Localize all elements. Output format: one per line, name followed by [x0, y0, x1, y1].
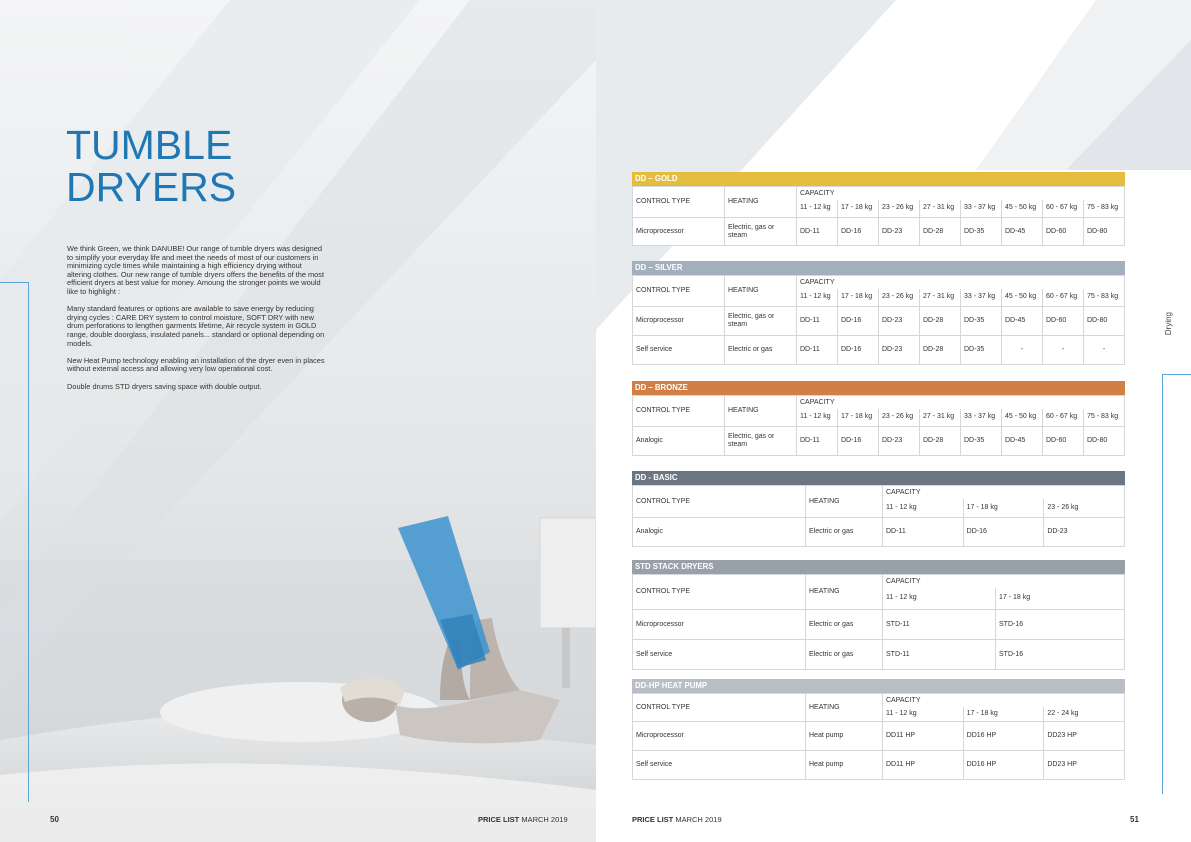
page-number-right: 51 [1130, 815, 1139, 824]
model-cell: DD-35 [961, 307, 1002, 336]
page-number-left: 50 [50, 815, 59, 824]
heating-cell: Electric or gas [806, 518, 883, 547]
capacity-cell: 11 - 12 kg [883, 707, 964, 722]
table-header-heatpump: DD-HP HEAT PUMP [632, 679, 1125, 693]
control-type-cell: Microprocessor [633, 218, 725, 246]
col-capacity: CAPACITY [883, 575, 1125, 588]
model-cell: DD-28 [920, 218, 961, 246]
model-cell: DD-11 [797, 218, 838, 246]
footer-left [478, 815, 568, 824]
intro-paragraph: We think Green, we think DANUBE! Our range of tumble dryers was designed to simplify your everyday life and meet the needs of most of our customers in minimizing cycle times while maintaining a high efficiency drying without altering clothes. Our new range of tumble dryers offers the benefits of the most efficient dryers at best value for money. Amoung the stronger points we would like to highlight : [67, 244, 325, 296]
capacity-cell: 11 - 12 kg [797, 200, 838, 218]
model-cell: DD16 HP [963, 751, 1044, 780]
col-capacity: CAPACITY [797, 187, 1125, 200]
model-cell: - [1043, 336, 1084, 365]
model-cell: DD23 HP [1044, 722, 1125, 751]
decorative-line-left [0, 282, 29, 802]
table-row [633, 610, 1125, 640]
model-cell: DD-28 [920, 307, 961, 336]
capacity-cell: 27 - 31 kg [920, 200, 961, 218]
model-cell: DD-35 [961, 218, 1002, 246]
model-cell: DD-60 [1043, 427, 1084, 456]
model-cell: DD-45 [1002, 218, 1043, 246]
col-heating: HEATING [725, 276, 797, 307]
table-header-silver: DD – SILVER [632, 261, 1125, 275]
table-row [633, 722, 1125, 751]
control-type-cell: Analogic [633, 427, 725, 456]
model-cell: DD-35 [961, 427, 1002, 456]
capacity-cell: 33 - 37 kg [961, 289, 1002, 307]
table-row [633, 307, 1125, 336]
model-cell: DD-11 [797, 307, 838, 336]
control-type-cell: Microprocessor [633, 307, 725, 336]
heating-cell: Heat pump [806, 751, 883, 780]
model-cell: DD-16 [838, 307, 879, 336]
price-table-gold [632, 186, 1125, 246]
title-line-2: DRYERS [66, 164, 237, 210]
capacity-cell: 23 - 26 kg [879, 289, 920, 307]
model-cell: DD11 HP [883, 722, 964, 751]
table-header-bronze: DD – BRONZE [632, 381, 1125, 395]
model-cell: DD-16 [838, 336, 879, 365]
intro-paragraph: New Heat Pump technology enabling an installation of the dryer even in places without external access and allowing very low operational cost. [67, 355, 325, 374]
capacity-cell: 75 - 83 kg [1084, 289, 1125, 307]
capacity-cell: 11 - 12 kg [797, 289, 838, 307]
footer-date: MARCH 2019 [673, 815, 722, 824]
capacity-cell: 27 - 31 kg [920, 409, 961, 427]
table-row [633, 751, 1125, 780]
capacity-cell: 17 - 18 kg [838, 409, 879, 427]
heating-cell: Electric or gas [806, 640, 883, 670]
table-row [633, 218, 1125, 246]
capacity-cell: 75 - 83 kg [1084, 409, 1125, 427]
model-cell: DD-45 [1002, 307, 1043, 336]
model-cell: DD-28 [920, 427, 961, 456]
model-cell: DD-11 [797, 427, 838, 456]
capacity-cell: 60 - 67 kg [1043, 409, 1084, 427]
footer-date: MARCH 2019 [519, 815, 568, 824]
price-table-silver [632, 275, 1125, 365]
model-cell: STD-11 [883, 610, 996, 640]
right-page [596, 0, 1191, 842]
capacity-cell: 23 - 26 kg [1044, 499, 1125, 518]
model-cell: DD23 HP [1044, 751, 1125, 780]
intro-paragraph: Many standard features or options are available to save energy by reducing drying cycles : CARE DRY system to control moisture, SOFT DRY with new drum perforations to lengthen garments lifetime, Air recycle system in GOLD range, double doorglass, insulated panels... standard or optional depending on models. [67, 304, 325, 348]
intro-paragraph: Double drums STD dryers saving space with double output. [67, 381, 262, 391]
model-cell: STD-16 [996, 610, 1125, 640]
control-type-cell: Self service [633, 640, 806, 670]
model-cell: DD-23 [879, 307, 920, 336]
col-heating: HEATING [806, 486, 883, 518]
decorative-line-right [1162, 374, 1191, 794]
price-table-heatpump [632, 693, 1125, 780]
price-table-basic [632, 485, 1125, 547]
footer-right [632, 815, 722, 824]
price-table-stack [632, 574, 1125, 670]
intro-text [67, 245, 325, 400]
table-dd-gold [632, 172, 1125, 246]
model-cell: DD-16 [963, 518, 1044, 547]
capacity-cell: 60 - 67 kg [1043, 289, 1084, 307]
table-header-basic: DD - BASIC [632, 471, 1125, 485]
capacity-cell: 17 - 18 kg [963, 499, 1044, 518]
model-cell: DD-16 [838, 427, 879, 456]
col-control-type: CONTROL TYPE [633, 187, 725, 218]
col-heating: HEATING [806, 575, 883, 610]
capacity-cell: 45 - 50 kg [1002, 289, 1043, 307]
table-dd-silver [632, 261, 1125, 365]
heating-cell: Electric, gas or steam [725, 427, 797, 456]
price-table-bronze [632, 395, 1125, 456]
capacity-cell: 17 - 18 kg [838, 289, 879, 307]
model-cell: DD-23 [879, 218, 920, 246]
model-cell: DD-23 [1044, 518, 1125, 547]
table-header-stack: STD STACK DRYERS [632, 560, 1125, 574]
model-cell: - [1084, 336, 1125, 365]
col-heating: HEATING [725, 187, 797, 218]
capacity-cell: 17 - 18 kg [996, 588, 1125, 610]
table-dd-bronze [632, 381, 1125, 456]
col-capacity: CAPACITY [797, 276, 1125, 289]
heating-cell: Electric, gas or steam [725, 218, 797, 246]
model-cell: STD-11 [883, 640, 996, 670]
model-cell: DD-23 [879, 336, 920, 365]
control-type-cell: Self service [633, 751, 806, 780]
model-cell: DD-35 [961, 336, 1002, 365]
col-heating: HEATING [725, 396, 797, 427]
col-capacity: CAPACITY [883, 694, 1125, 707]
model-cell: DD-80 [1084, 427, 1125, 456]
model-cell: DD16 HP [963, 722, 1044, 751]
model-cell: DD-11 [797, 336, 838, 365]
table-row [633, 336, 1125, 365]
control-type-cell: Self service [633, 336, 725, 365]
heating-cell: Electric or gas [725, 336, 797, 365]
heating-cell: Electric or gas [806, 610, 883, 640]
capacity-cell: 17 - 18 kg [838, 200, 879, 218]
col-control-type: CONTROL TYPE [633, 575, 806, 610]
model-cell: STD-16 [996, 640, 1125, 670]
table-row [633, 518, 1125, 547]
table-row [633, 427, 1125, 456]
model-cell: DD-60 [1043, 218, 1084, 246]
capacity-cell: 27 - 31 kg [920, 289, 961, 307]
model-cell: DD-80 [1084, 307, 1125, 336]
col-control-type: CONTROL TYPE [633, 396, 725, 427]
col-capacity: CAPACITY [883, 486, 1125, 499]
capacity-cell: 45 - 50 kg [1002, 200, 1043, 218]
model-cell: DD-28 [920, 336, 961, 365]
table-dd-basic [632, 471, 1125, 547]
capacity-cell: 23 - 26 kg [879, 200, 920, 218]
col-heating: HEATING [806, 694, 883, 722]
model-cell: DD-23 [879, 427, 920, 456]
heating-cell: Heat pump [806, 722, 883, 751]
table-header-gold: DD – GOLD [632, 172, 1125, 186]
capacity-cell: 11 - 12 kg [797, 409, 838, 427]
capacity-cell: 17 - 18 kg [963, 707, 1044, 722]
col-control-type: CONTROL TYPE [633, 486, 806, 518]
capacity-cell: 23 - 26 kg [879, 409, 920, 427]
heating-cell: Electric, gas or steam [725, 307, 797, 336]
col-control-type: CONTROL TYPE [633, 694, 806, 722]
control-type-cell: Analogic [633, 518, 806, 547]
table-row [633, 640, 1125, 670]
capacity-cell: 22 - 24 kg [1044, 707, 1125, 722]
model-cell: DD-80 [1084, 218, 1125, 246]
control-type-cell: Microprocessor [633, 722, 806, 751]
capacity-cell: 11 - 12 kg [883, 588, 996, 610]
table-dd-hp [632, 679, 1125, 780]
capacity-cell: 75 - 83 kg [1084, 200, 1125, 218]
capacity-cell: 33 - 37 kg [961, 409, 1002, 427]
page-title [66, 124, 236, 208]
model-cell: DD-60 [1043, 307, 1084, 336]
col-control-type: CONTROL TYPE [633, 276, 725, 307]
capacity-cell: 33 - 37 kg [961, 200, 1002, 218]
model-cell: DD11 HP [883, 751, 964, 780]
model-cell: DD-45 [1002, 427, 1043, 456]
table-std-stack [632, 560, 1125, 670]
title-line-1: TUMBLE [66, 122, 233, 168]
capacity-cell: 60 - 67 kg [1043, 200, 1084, 218]
capacity-cell: 11 - 12 kg [883, 499, 964, 518]
footer-bold: PRICE LIST [478, 815, 520, 824]
col-capacity: CAPACITY [797, 396, 1125, 409]
footer-bold: PRICE LIST [632, 815, 674, 824]
section-side-label: Drying [1164, 312, 1173, 336]
model-cell: - [1002, 336, 1043, 365]
capacity-cell: 45 - 50 kg [1002, 409, 1043, 427]
model-cell: DD-16 [838, 218, 879, 246]
control-type-cell: Microprocessor [633, 610, 806, 640]
model-cell: DD-11 [883, 518, 964, 547]
